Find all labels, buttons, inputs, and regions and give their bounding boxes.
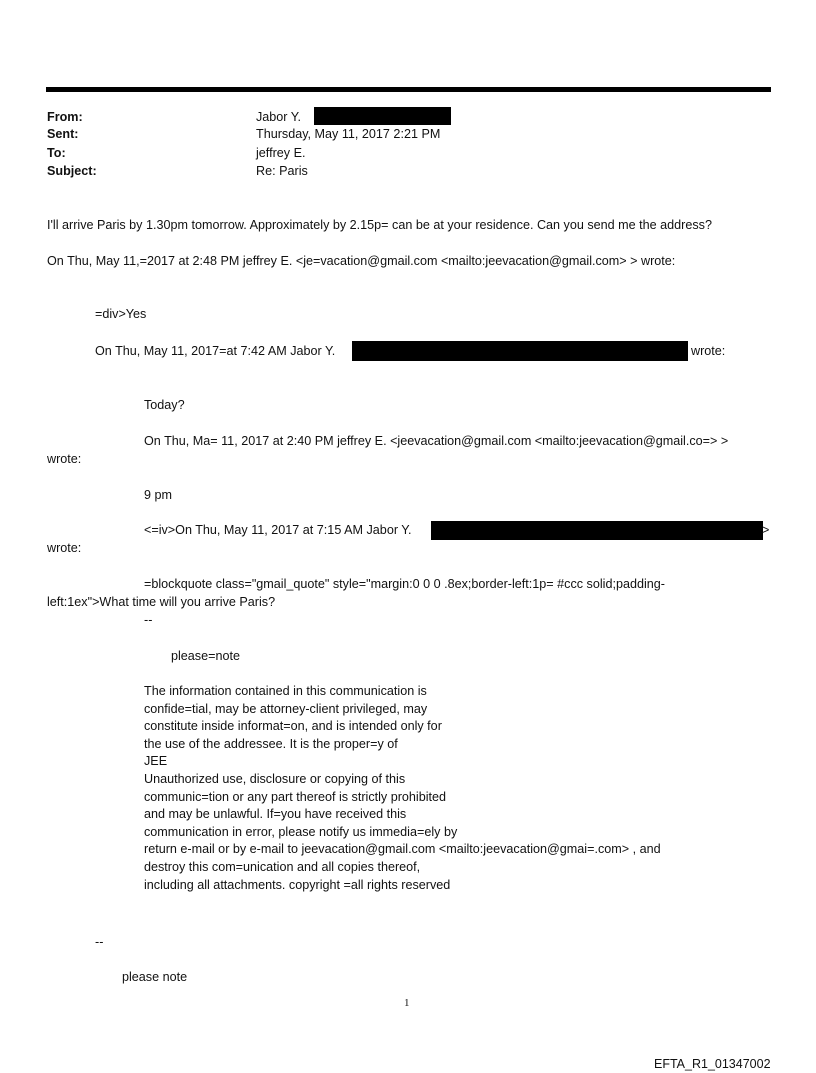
please-note: please=note [171,649,240,663]
reply-yes: =div>Yes [95,307,147,321]
quote3-header: <=iv>On Thu, May 11, 2017 at 7:15 AM Jabor Y. [144,523,412,537]
signature-dashes-2: -- [95,935,104,949]
redaction-box [314,107,451,125]
disclaimer-line: return e-mail or by e-mail to jeevacation@gmail.com <mailto:jeevacation@gmai=.com> , and [144,842,661,857]
to-value: jeffrey E. [256,146,306,160]
to-label: To: [47,146,66,160]
disclaimer-line: JEE [144,754,168,769]
document-id: EFTA_R1_01347002 [654,1057,771,1071]
disclaimer-line: The information contained in this communication is [144,684,427,698]
quote2-header: On Thu, Ma= 11, 2017 at 2:40 PM jeffrey E. <jeevacation@gmail.com <mailto:jeevacation@gmail.co=> > [144,434,729,448]
disclaimer-line: confide=tial, may be attorney-client privileged, may [144,701,428,716]
quote2-9pm: 9 pm [144,488,172,502]
sent-value: Thursday, May 11, 2017 2:21 PM [256,127,441,141]
from-value: Jabor Y. [256,110,302,124]
blockquote-cont: left:1ex">What time will you arrive Paris? [47,595,276,609]
quote1-wrote: wrote: [691,344,726,358]
redaction-box [352,341,688,361]
page-number: 1 [404,997,410,1009]
header-rule [46,87,771,92]
disclaimer-line: and may be unlawful. If=you have received this [144,807,407,822]
please-note-2: please note [122,970,188,984]
subject-value: Re: Paris [256,164,308,178]
quote2-wrote: wrote: [47,452,82,466]
disclaimer-line: constitute inside informat=on, and is intended only for [144,719,442,734]
body-line-2: On Thu, May 11,=2017 at 2:48 PM jeffrey E. <je=vacation@gmail.com <mailto:jeevacation@gmail.com> > wrote: [47,254,676,268]
disclaimer-line: communic=tion or any part thereof is strictly prohibited [144,789,447,804]
disclaimer-line: including all attachments. copyright =all rights reserved [144,877,451,892]
sent-label: Sent: [47,127,79,141]
disclaimer-line: destroy this com=unication and all copies thereof, [144,860,421,874]
blockquote-line: =blockquote class="gmail_quote" style="margin:0 0 0 .8ex;border-left:1p= #ccc solid;padding- [144,577,665,591]
quote1-today: Today? [144,398,185,412]
disclaimer-line: the use of the addressee. It is the proper=y of [144,736,398,751]
quote1-header: On Thu, May 11, 2017=at 7:42 AM Jabor Y. [95,344,336,358]
quote3-gt: > [762,523,770,537]
signature-dashes: -- [144,613,153,627]
disclaimer-line: communication in error, please notify us immedia=ely by [144,824,458,839]
redaction-box [431,521,763,540]
disclaimer-line: Unauthorized use, disclosure or copying of this [144,772,406,786]
subject-label: Subject: [47,164,97,178]
from-label: From: [47,110,83,124]
body-line-1: I'll arrive Paris by 1.30pm tomorrow. Approximately by 2.15p= can be at your residence. Can you send me the address? [47,218,712,232]
quote3-wrote: wrote: [47,541,82,555]
